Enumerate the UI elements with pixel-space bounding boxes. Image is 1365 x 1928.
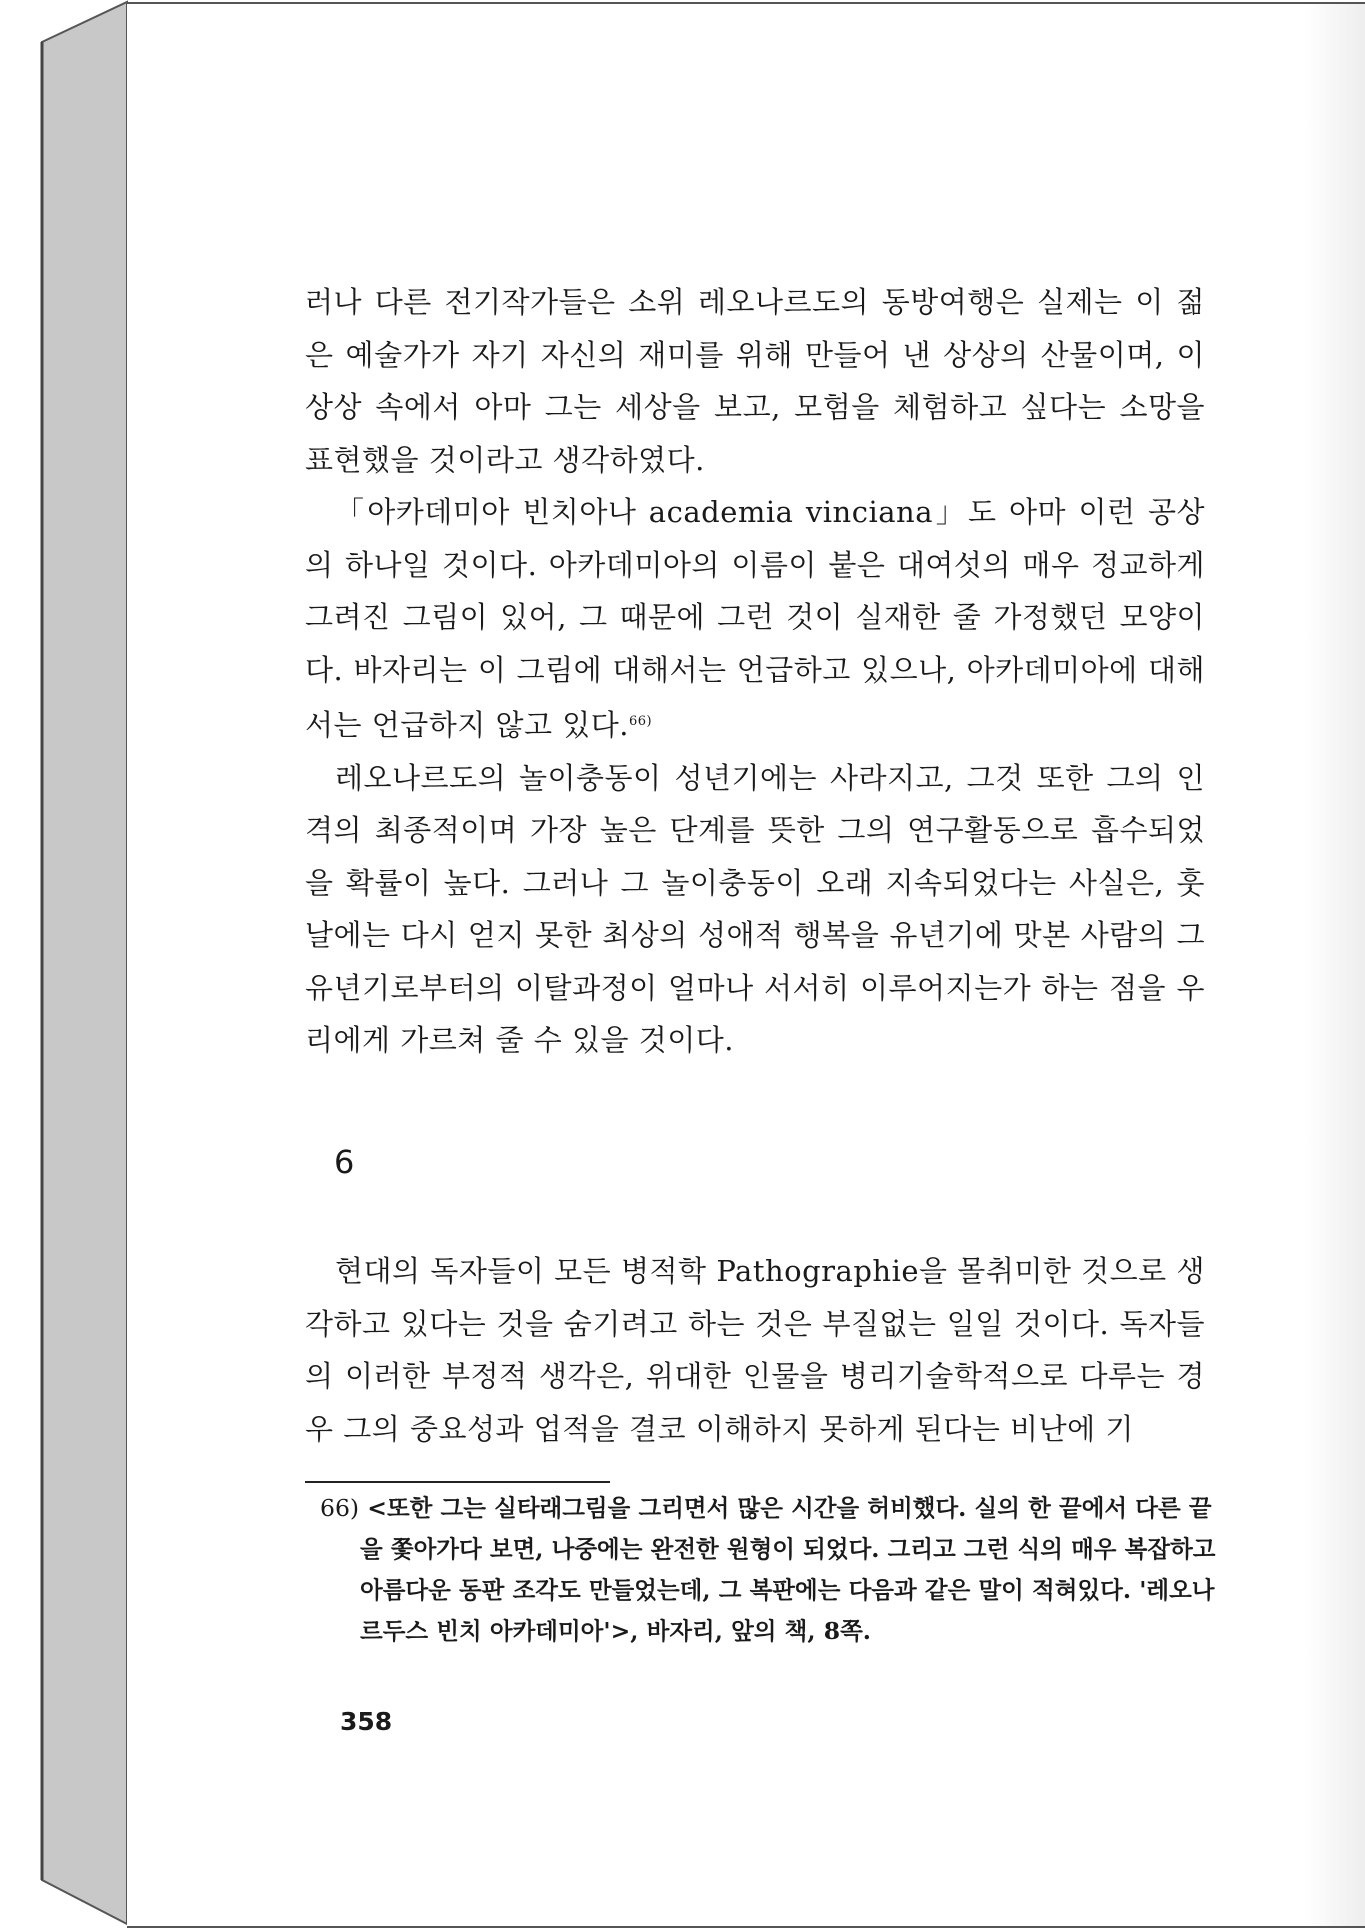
body-text-section <box>305 1245 1205 1455</box>
footnote-text: <또한 그는 실타래그림을 그리면서 많은 시간을 허비했다. 실의 한 끝에서 다른 끝을 쫓아가다 보면, 나중에는 완전한 원형이 되었다. 그리고 그런 식의 매우 복잡하고 아름다운 동판 조각도 만들었는데, 그 복판에는 다음과 같은 말이 적혀있다. '레오나르두스 빈치 아카데미아'>, 바자리, 앞의 책, 8쪽. <box>360 1494 1216 1645</box>
footnote-66 <box>320 1488 1225 1652</box>
paragraph-3: 레오나르도의 놀이충동이 성년기에는 사라지고, 그것 또한 그의 인격의 최종적이며 가장 높은 단계를 뜻한 그의 연구활동으로 흡수되었을 확률이 높다. 그러나 그 놀이충동이 오래 지속되었다는 사실은, 훗날에는 다시 얻지 못한 최상의 성애적 행복을 유년기에 맛본 사람의 그 유년기로부터의 이탈과정이 얼마나 서서히 이루어지는가 하는 점을 우리에게 가르쳐 줄 수 있을 것이다. <box>305 760 1205 1057</box>
footnote-ref-66: 66) <box>629 714 653 729</box>
section-number: 6 <box>334 1143 355 1181</box>
paragraph-2 <box>305 486 1205 752</box>
paragraph-1: 러나 다른 전기작가들은 소위 레오나르도의 동방여행은 실제는 이 젊은 예술가가 자기 자신의 재미를 위해 만들어 낸 상상의 산물이며, 이 상상 속에서 아마 그는 세상을 보고, 모험을 체험하고 싶다는 소망을 표현했을 것이라고 생각하였다. <box>305 285 1205 477</box>
page-edge-shadow <box>1305 4 1365 1926</box>
footnote-divider <box>305 1481 610 1483</box>
page-number: 358 <box>340 1707 393 1736</box>
footnote-number: 66) <box>320 1494 360 1522</box>
paragraph-2-text: 「아카데미아 빈치아나 academia vinciana」도 아마 이런 공상의 하나일 것이다. 아카데미아의 이름이 붙은 대여섯의 매우 정교하게 그려진 그림이 있어, 그 때문에 그런 것이 실재한 줄 가정했던 모양이다. 바자리는 이 그림에 대해서는 언급하고 있으나, 아카데미아에 대해서는 언급하지 않고 있다. <box>305 495 1205 742</box>
body-text-top <box>305 276 1205 1067</box>
paragraph-section-6: 현대의 독자들이 모든 병적학 Pathographie을 몰취미한 것으로 생각하고 있다는 것을 숨기려고 하는 것은 부질없는 일일 것이다. 독자들의 이러한 부정적 생각은, 위대한 인물을 병리기술학적으로 다루는 경우 그의 중요성과 업적을 결코 이해하지 못하게 된다는 비난에 기 <box>305 1254 1205 1446</box>
